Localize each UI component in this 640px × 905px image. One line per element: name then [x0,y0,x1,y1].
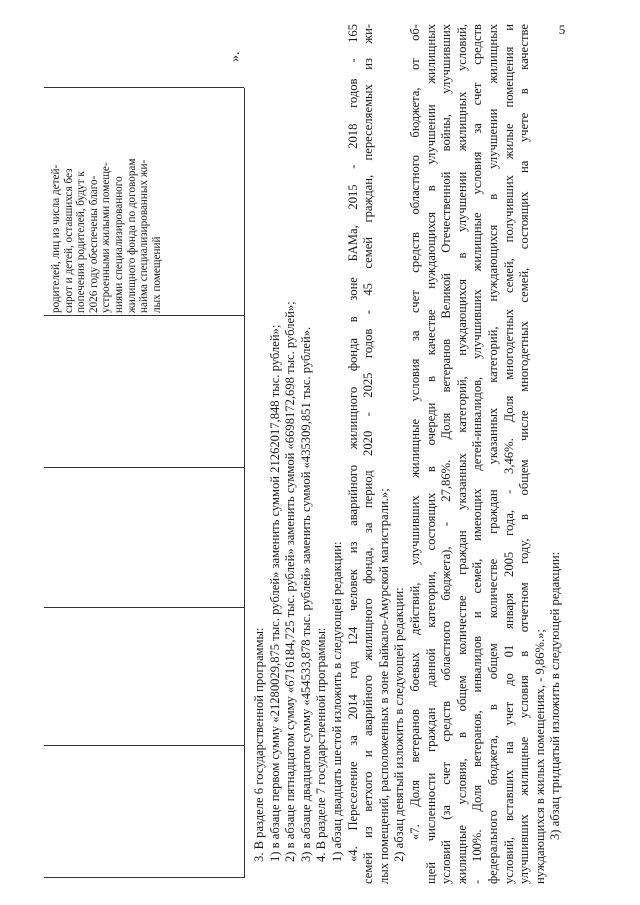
table-fragment [44,88,244,878]
table-cell-line: 2026 году обеспечены благо- [87,175,100,313]
text-line: жилищные условия, в общем количестве граждан указанных категорий, нуждающихся в улучшении жилищных условий, [454,24,469,884]
text-line: 2) в абзаце пятнадцатом сумму «6716184,725 тыс. рублей» заменить суммой «6698172,698 тыс. рублей»; [283,301,298,862]
text-line: щей численности граждан данной категории, состоящих в очереди в качестве нуждающихся в улучшении жилищных [423,24,438,884]
text-line: 3. В разделе 6 государственной программы: [252,627,266,862]
table-cell-line: сирот и детей, оставшихся без [62,168,75,313]
text-line: 3) в абзаце двадцатом сумму «454533,878 тыс. рублей» заменить суммой «435309,851 тыс. рублей». [298,326,313,862]
text-line: 2) абзац девятый изложить в следующей редакции: [392,587,407,862]
text-line: - 100%. Доля ветеранов, инвалидов и семей, имеющих детей-инвалидов, улучшивших жилищные условия за счет средств [470,24,485,884]
body-text [252,21,566,884]
rotated-content [44,18,604,888]
text-line: семей из ветхого и аварийного жилищного фонда, за период 2020 - 2025 годов - 45 семей граждан, переселяемых из жи- [361,24,376,884]
table-cell-line: найма специализированных жи- [138,159,151,313]
closing-quote: ». [228,51,243,62]
table-bottom-border [244,88,245,878]
table-cell-line: попечения родителей, будут к [75,171,88,313]
text-line: условий (за счет средств областного бюджета), - 27,86%. Доля ветеранов Великой Отечественной войны, улучшивших [439,24,454,884]
table-border [44,315,244,316]
table-border [44,607,244,608]
table-cell-text [50,91,163,313]
text-line: улучшивших жилищные условия в отчетном году, в общем числе многодетных семей, состоящих на учете в качестве [517,24,532,884]
table-cell-line: жилищного фонда по договорам [125,158,138,313]
page-number: 5 [558,21,566,37]
text-line: федерального бюджета, в общем количестве граждан указанных категорий, нуждающихся в улучшении жилищных [485,24,500,884]
text-line: 3) абзац тридцатый изложить в следующей редакции: [548,551,563,840]
text-line: «4. Переселение за 2014 год 124 человек из аварийного жилищного фонда в зоне БАМа, 2015 - 2018 годов - 165 [345,24,360,862]
text-line: условий, вставших на учет до 01 января 2005 года, - 3,46%. Доля многодетных семей, получивших жилые помещения и [501,24,516,884]
text-line: 1) абзац двадцать шестой изложить в следующей редакции: [329,541,344,862]
text-line: «7. Доля ветеранов боевых действий, улучшивших жилищные условия за счет средств областного бюджета, от об- [407,24,422,840]
table-border [44,87,244,88]
text-line: нуждающихся в жилых помещениях, - 9,86%.»; [532,629,547,884]
table-border [44,467,244,468]
table-cell-line: лых помещений [150,236,163,313]
text-line: 4. В разделе 7 государственной программы: [314,627,329,862]
table-border [44,745,244,746]
table-cell-line: устроенными жилыми помеще- [100,162,113,313]
table-cell-line: ниями специализированного [112,176,125,313]
text-line: лых помещений, расположенных в зоне Байкало-Амурской магистрали.»; [376,488,391,884]
text-line: 1) в абзаце первом сумму «21280029,875 тыс. рублей» заменить суммой 21262017,848 тыс. рублей»; [267,324,282,862]
table-cell-line: родителей, лиц из числа детей- [50,164,62,313]
table-border [44,877,244,878]
